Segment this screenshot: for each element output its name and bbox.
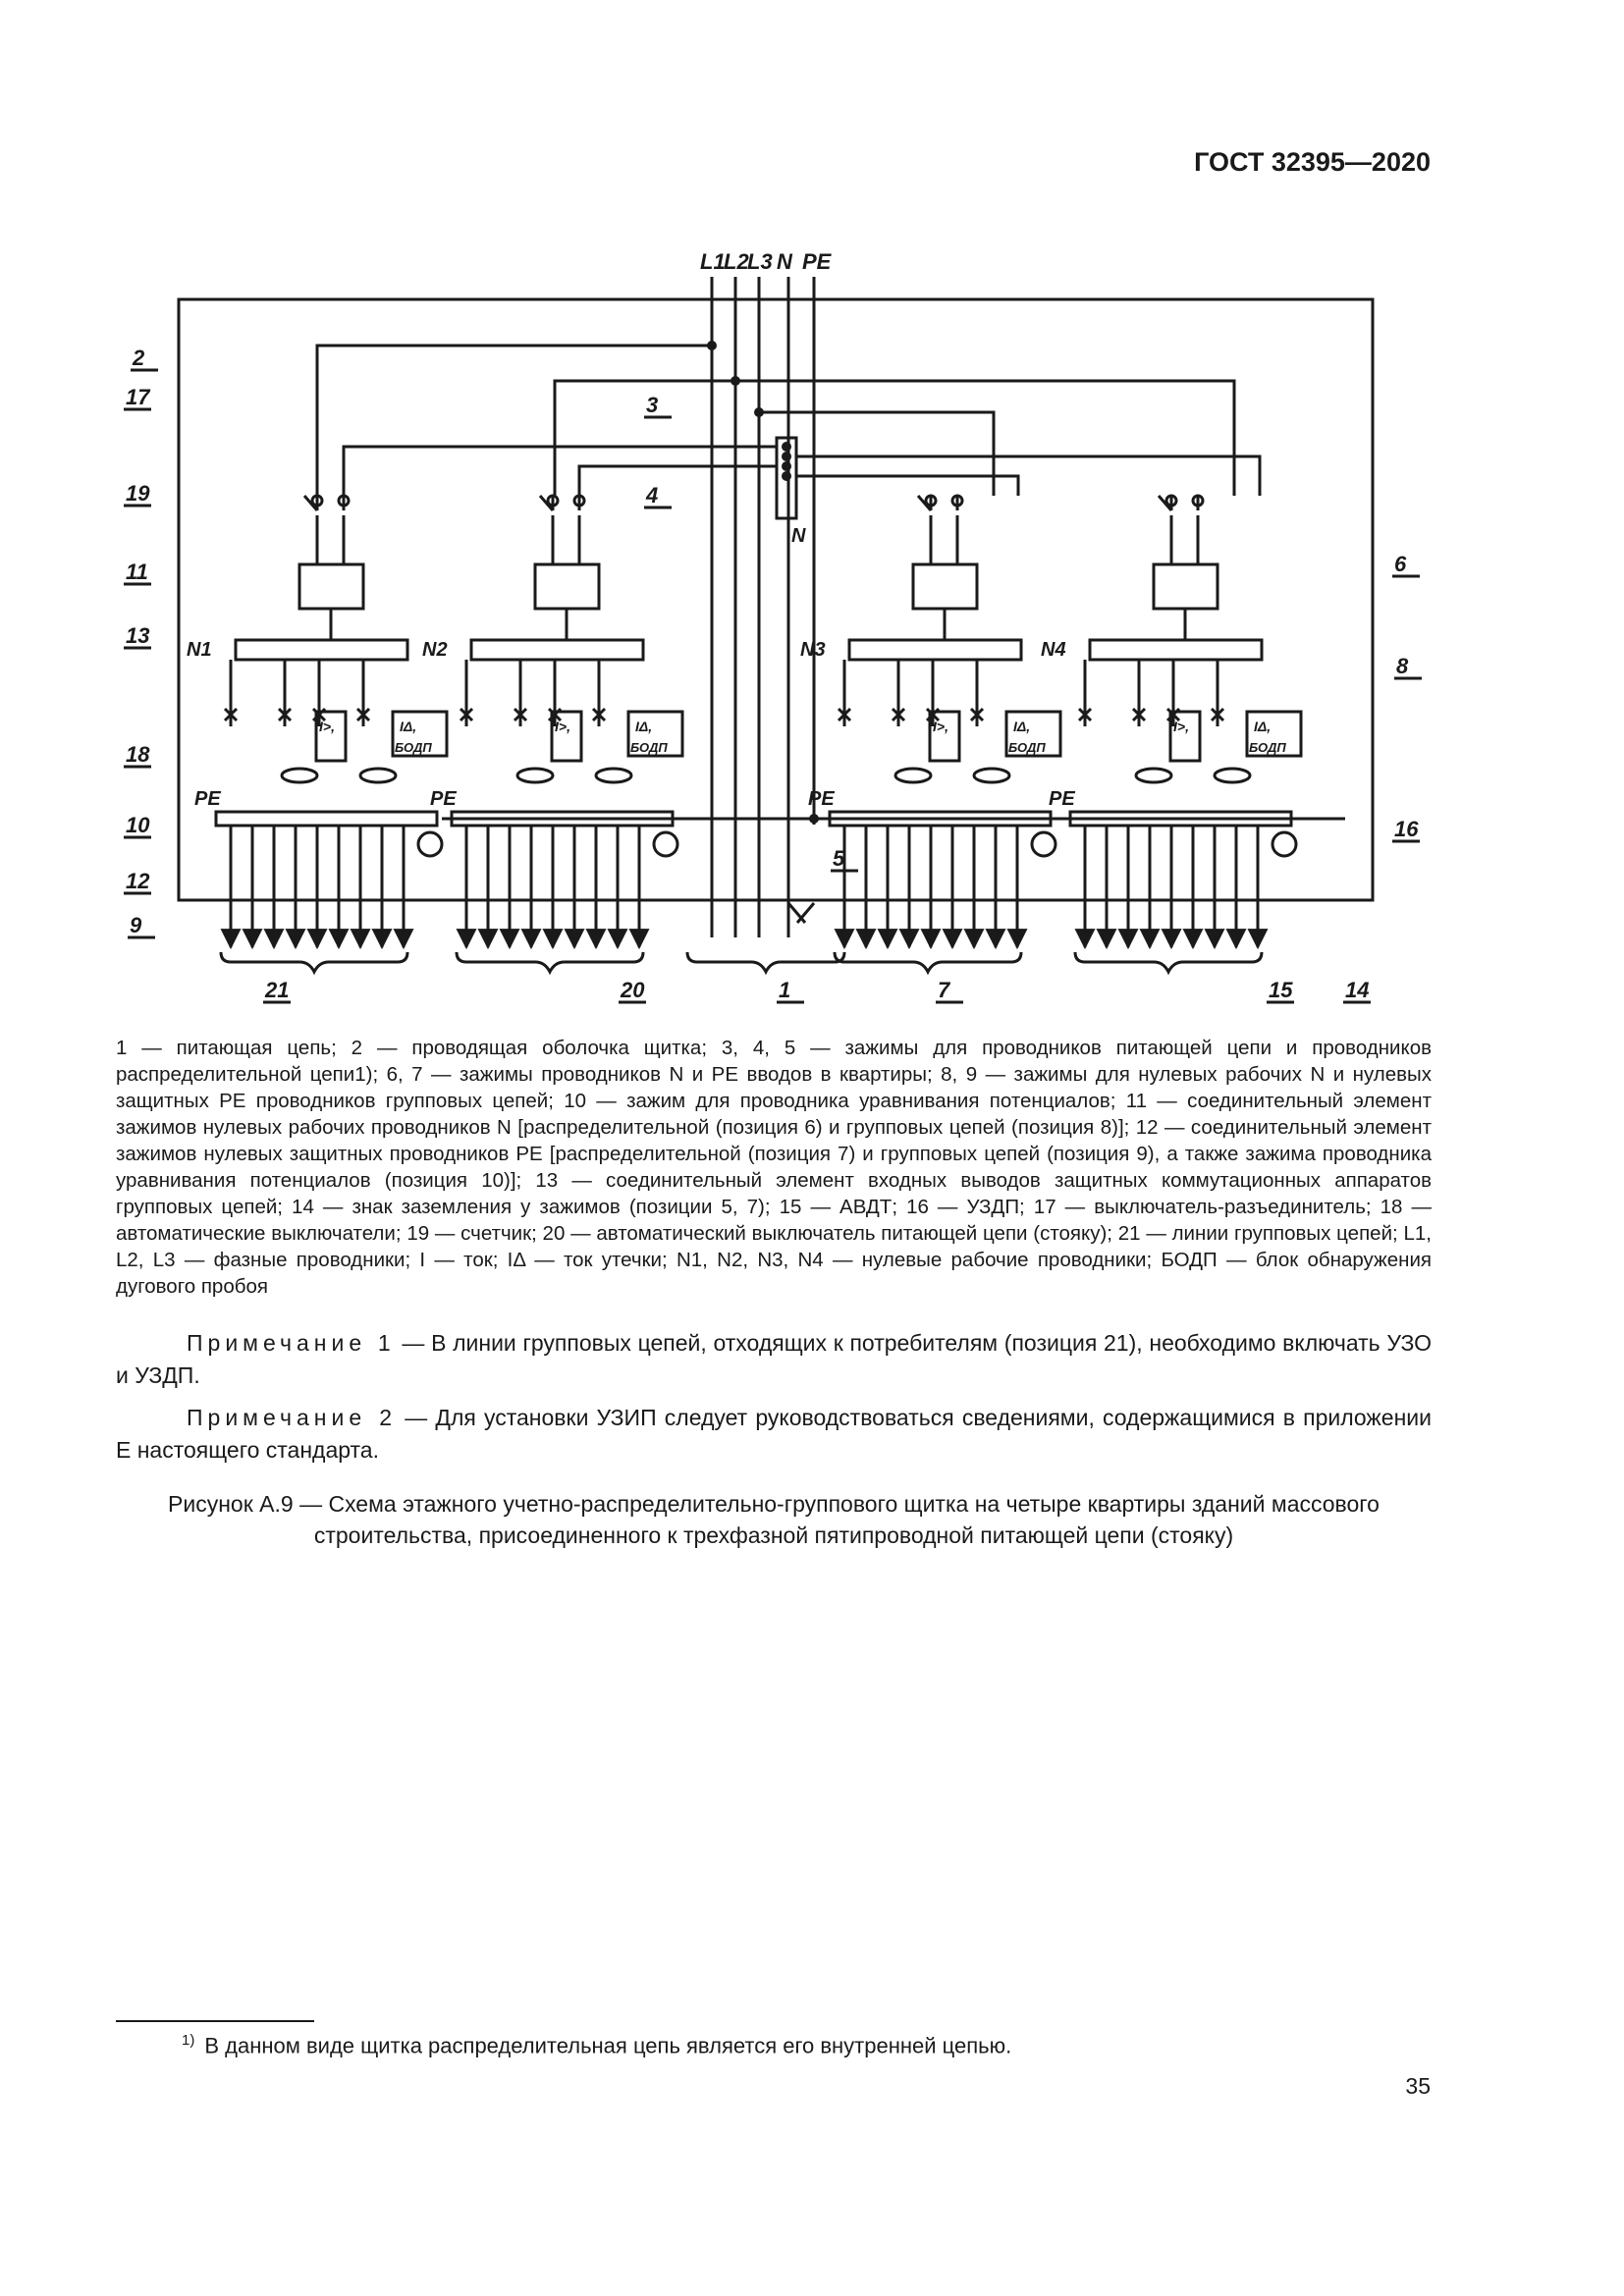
current-sensor [517,769,553,782]
current-sensor [360,769,396,782]
callout-8: 8 [1396,654,1409,678]
riser-brace [687,952,844,972]
meter [913,564,977,609]
callout-14: 14 [1345,978,1370,1002]
callout-18: 18 [126,742,150,767]
n-terminal-label: N [791,525,806,547]
wiring-diagram [0,0,1624,1021]
meter [535,564,599,609]
callout-4: 4 [646,483,659,507]
afdd-label: БОДП [1249,740,1286,755]
group-brace [457,952,643,972]
callout-21: 21 [265,978,290,1002]
n-bar [1090,640,1262,660]
afdd-current-label: IΔ, [635,719,653,734]
ground-symbol [654,832,677,856]
bus-label-l1: L1 [700,249,726,274]
current-sensor [1136,769,1171,782]
pe-label-4: PE [1049,788,1075,810]
n-block-label-2: N2 [422,639,448,661]
junction-dot [754,407,764,417]
footnote-mark: 1) [182,2032,195,2049]
junction-dot [782,442,791,452]
pe-bar [216,812,437,826]
current-sensor [596,769,631,782]
bus-label-n: N [777,249,792,274]
ground-symbol [418,832,442,856]
callout-3: 3 [646,393,659,417]
footnote [182,2032,1360,2058]
meter [1154,564,1218,609]
junction-dot [707,341,717,350]
callout-11: 11 [126,560,148,584]
n-block-label-3: N3 [800,639,826,661]
afdd-current-label: IΔ, [400,719,417,734]
rcbo-label: I>, [319,719,335,734]
pe-label-1: PE [194,788,221,810]
ground-symbol [1032,832,1056,856]
callout-17: 17 [126,385,150,409]
junction-dot [809,814,819,824]
note-1 [116,1327,1432,1392]
junction-dot [782,461,791,471]
n-block-label-4: N4 [1041,639,1066,661]
afdd-label: БОДП [630,740,668,755]
afdd-label: БОДП [395,740,432,755]
n-block-label-1: N1 [187,639,212,661]
callout-15: 15 [1269,978,1293,1002]
note-1-label: Примечание 1 [187,1330,396,1356]
bus-label-pe: PE [802,249,832,274]
callout-13: 13 [126,623,150,648]
callout-1: 1 [779,978,791,1002]
n-bar [849,640,1021,660]
afdd-current-label: IΔ, [1013,719,1031,734]
note-2-label: Примечание 2 [187,1405,398,1430]
callout-19: 19 [126,481,150,506]
junction-dot [782,471,791,481]
callout-9: 9 [130,913,142,937]
callout-12: 12 [126,869,150,893]
callout-20: 20 [621,978,645,1002]
callout-10: 10 [126,813,150,837]
callout-16: 16 [1394,817,1419,841]
current-sensor [1215,769,1250,782]
rcbo-label: I>, [555,719,570,734]
footnote-rule [116,2020,314,2022]
page-number: 35 [1405,2073,1431,2099]
group-brace [1075,952,1262,972]
footnote-text: В данном виде щитка распределительная цепь является его внутренней цепью. [204,2033,1012,2058]
bus-label-l2: L2 [724,249,749,274]
group-brace [835,952,1021,972]
ground-symbol [1272,832,1296,856]
current-sensor [895,769,931,782]
afdd-label: БОДП [1008,740,1046,755]
callout-2: 2 [133,346,145,370]
figure-caption: Рисунок А.9 — Схема этажного учетно-распределительно-группового щитка на четыре квартиры зданий массового строительства, присоединенного к трехфазной пятипроводной питающей цепи (стояку) [168,1491,1380,1548]
rcbo-label: I>, [933,719,948,734]
afdd-current-label: IΔ, [1254,719,1272,734]
n-bar [471,640,643,660]
document-header: ГОСТ 32395—2020 [1194,147,1431,177]
rcbo-label: I>, [1173,719,1189,734]
note-2 [116,1402,1432,1467]
current-sensor [282,769,317,782]
enclosure [179,299,1373,900]
callout-7: 7 [938,978,950,1002]
meter [299,564,363,609]
current-sensor [974,769,1009,782]
pe-label-3: PE [808,788,835,810]
callout-5: 5 [833,846,845,871]
note-2-text: — Для установки УЗИП следует руководствоваться сведениями, содержащимися в приложении Е настоящего стандарта. [116,1405,1432,1463]
pe-label-2: PE [430,788,457,810]
note-1-text: — В линии групповых цепей, отходящих к потребителям (позиция 21), необходимо включать УЗО и УЗДП. [116,1330,1433,1388]
group-brace [221,952,407,972]
legend-text: 1 — питающая цепь; 2 — проводящая оболочка щитка; 3, 4, 5 — зажимы для проводников питающей цепи и проводников распределительной цепи1); 6, 7 — зажимы проводников N и PE вводов в квартиры; 8, 9 — зажимы для нулевых рабочих N и нулевых защитных PE проводников групповых цепей; 10 — зажим для проводника уравнивания потенциалов; 11 — соединительный элемент зажимов нулевых рабочих проводников N [распределительной (позиция 6) и групповых цепей (позиция 8)]; 12 — соединительный элемент зажимов нулевых защитных проводников PE [распределительной (позиция 7) и групповых цепей (позиция 9), а также зажима проводника уравнивания потенциалов (позиция 10)]; 13 — соединительный элемент входных выводов защитных коммутационных аппаратов групповых цепей; 14 — знак заземления у зажимов (позиции 5, 7); 15 — АВДТ; 16 — УЗДП; 17 — выключатель-разъединитель; 18 — автоматические выключатели; 19 — счетчик; 20 — автоматический выключатель питающей цепи (стояку); 21 — линии групповых цепей; L1, L2, L3 — фазные проводники; I — ток; IΔ — ток утечки; N1, N2, N3, N4 — нулевые рабочие проводники; БОДП — блок обнаружения дугового пробоя [116,1037,1432,1298]
figure-legend [116,1035,1432,1300]
junction-dot [782,452,791,461]
bus-label-l3: L3 [747,249,773,274]
n-bar [236,640,407,660]
junction-dot [731,376,740,386]
callout-6: 6 [1394,552,1407,576]
